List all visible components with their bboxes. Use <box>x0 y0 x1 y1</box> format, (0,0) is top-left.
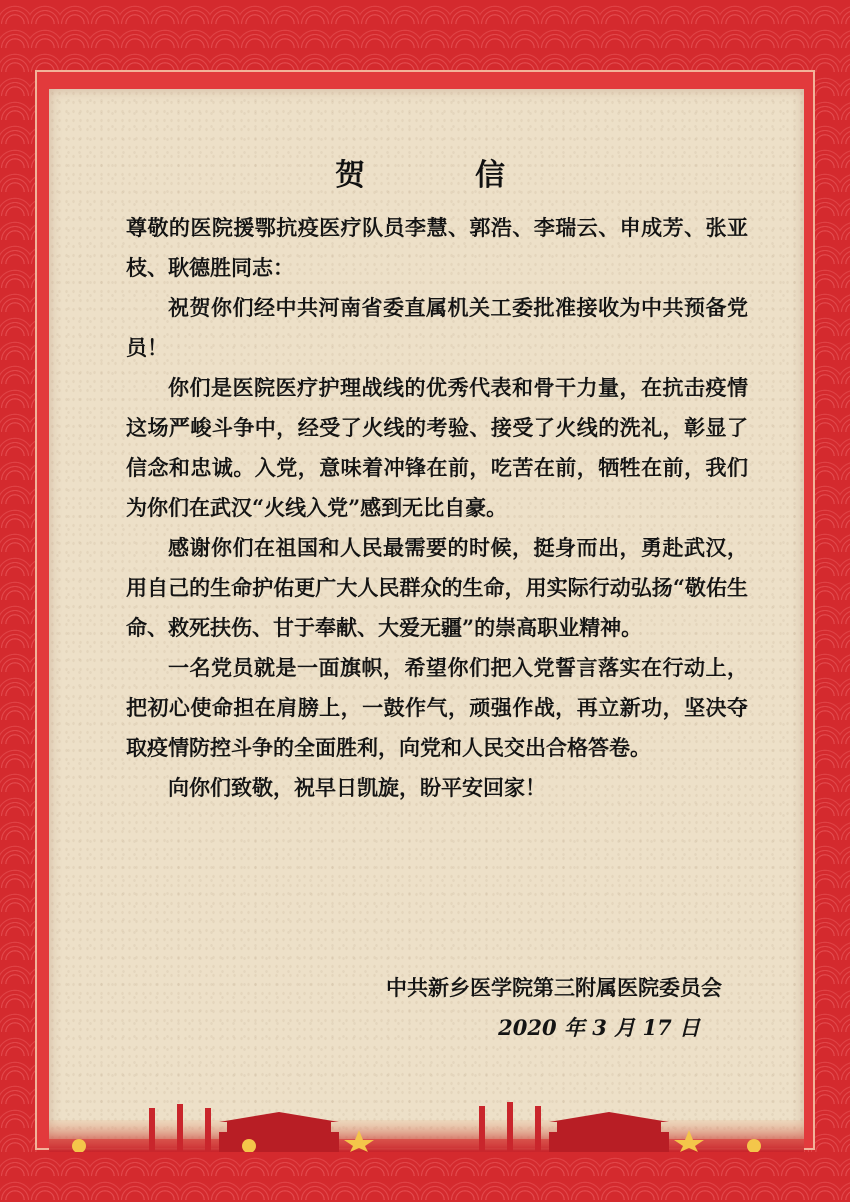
letter-paragraph: 感谢你们在祖国和人民最需要的时候，挺身而出，勇赴武汉，用自己的生命护佑更广大人民群众的生命，用实际行动弘扬“敬佑生命、救死扶伤、甘于奉献、大爱无疆”的崇高职业精神。 <box>126 535 748 640</box>
footer-decoration-art <box>49 1100 804 1152</box>
footer-decoration <box>49 1100 804 1152</box>
signature-organization: 中共新乡医学院第三附属医院委员会 <box>386 975 722 1000</box>
letter-paragraph: 一名党员就是一面旗帜，希望你们把入党誓言落实在行动上，把初心使命担在肩膀上，一鼓作气，顽强作战，再立新功，坚决夺取疫情防控斗争的全面胜利，向党和人民交出合格答卷。 <box>126 655 748 760</box>
letter-salutation: 尊敬的医院援鄂抗疫医疗队员李慧、郭浩、李瑞云、申成芳、张亚枝、耿德胜同志： <box>126 215 748 280</box>
signature-block <box>386 968 722 1048</box>
letter-paragraph: 你们是医院医疗护理战线的优秀代表和骨干力量，在抗击疫情这场严峻斗争中，经受了火线的考验、接受了火线的洗礼，彰显了信念和忠诚。入党，意味着冲锋在前，吃苦在前，牺牲在前，我们为你们在武汉“火线入党”感到无比自豪。 <box>126 375 748 520</box>
letter-title: 贺 信 <box>335 158 545 193</box>
letter-body <box>126 208 748 808</box>
letter-paragraph: 祝贺你们经中共河南省委直属机关工委批准接收为中共预备党员！ <box>126 295 748 360</box>
letter-paragraph: 向你们致敬，祝早日凯旋，盼平安回家！ <box>168 775 546 800</box>
signature-date: 2020 年 3 月 17 日 <box>498 1015 700 1040</box>
